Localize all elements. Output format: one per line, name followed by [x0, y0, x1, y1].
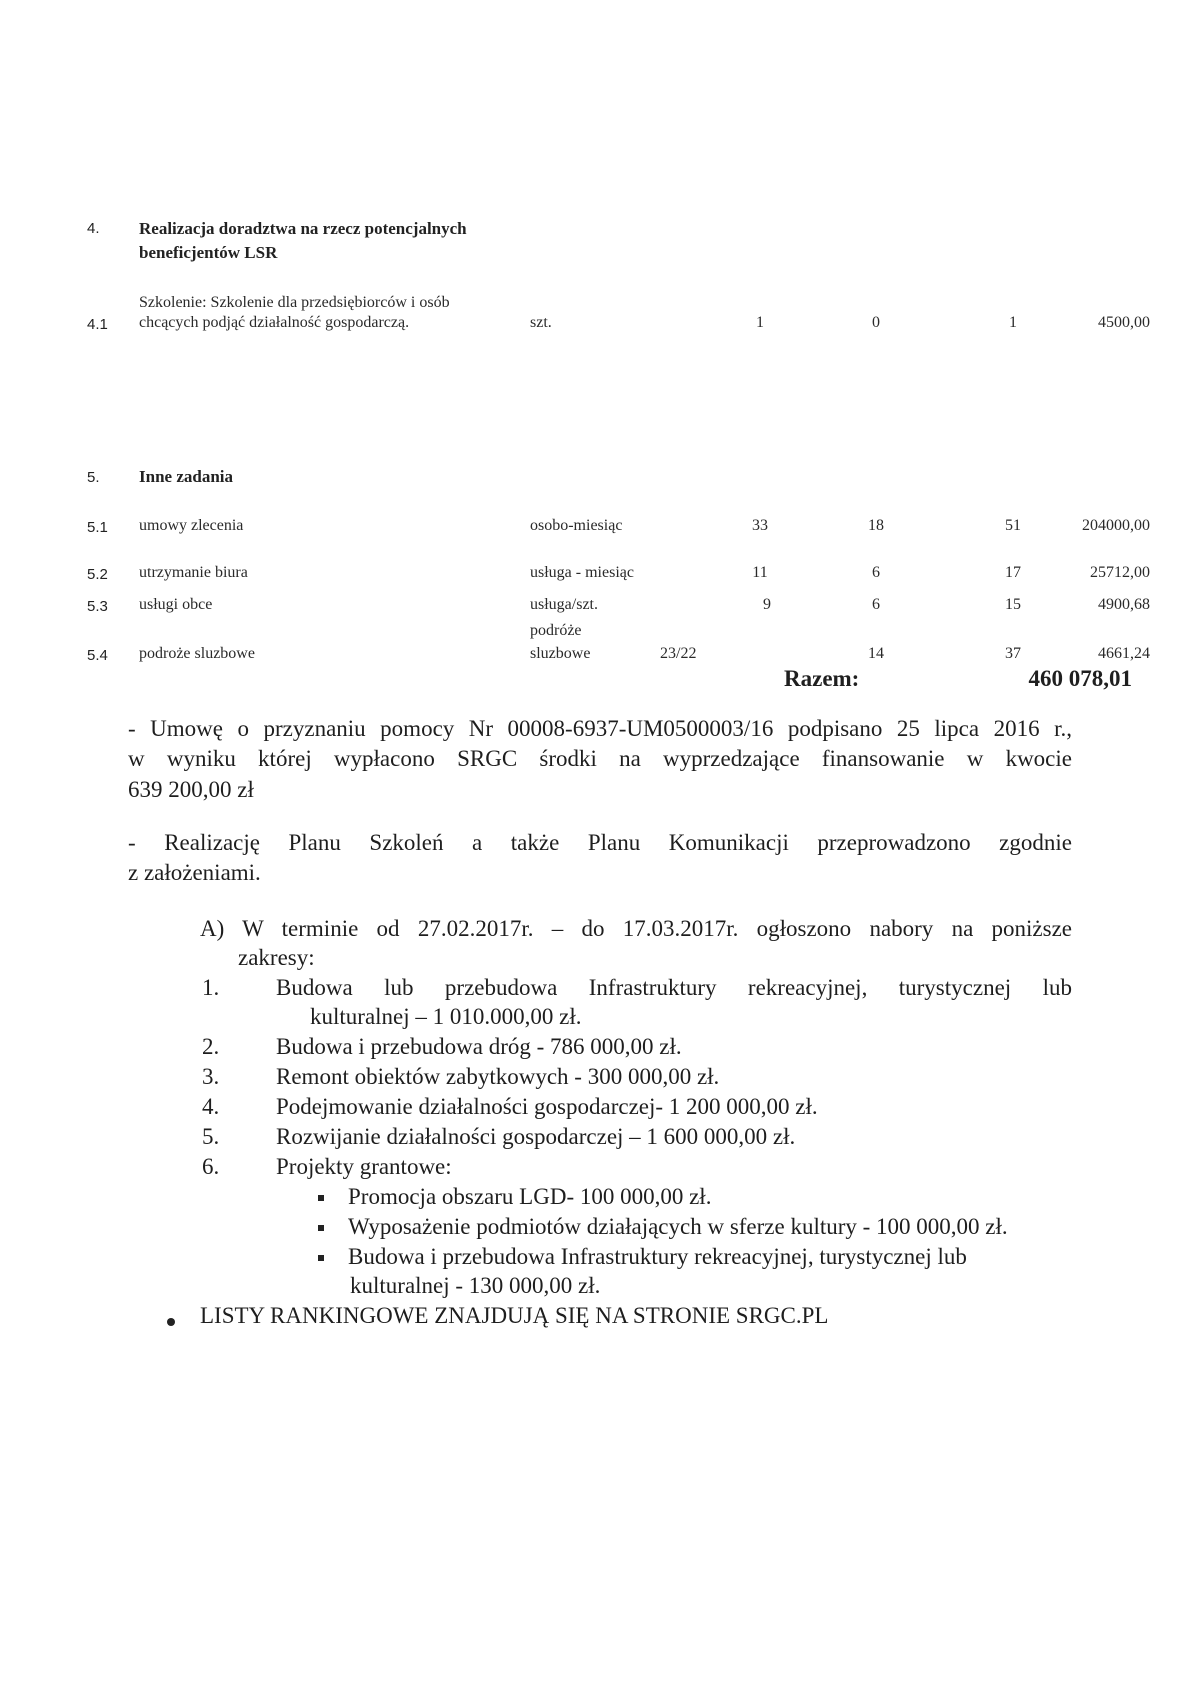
section-5-number: 5. — [87, 469, 100, 486]
list-item-4-number: 4. — [202, 1094, 220, 1119]
list-item-2-text: Budowa i przebudowa dróg - 786 000,00 zł. — [276, 1034, 682, 1059]
round-bullet-icon — [167, 1318, 175, 1326]
row-4-1-col1: 1 — [756, 314, 764, 331]
total-label: Razem: — [784, 666, 860, 691]
row-5-3-col3: 15 — [1005, 596, 1021, 613]
paragraph-1-line1: - Umowę o przyznaniu pomocy Nr 00008-6937-UM0500003/16 podpisano 25 lipca 2016 r., — [128, 716, 1072, 741]
row-4-1-name-line1: Szkolenie: Szkolenie dla przedsiębiorców i osób — [139, 294, 450, 311]
section-a-intro-line2: zakresy: — [238, 945, 315, 970]
row-5-3-col1: 9 — [763, 596, 771, 613]
grant-item-2-text: Wyposażenie podmiotów działających w sferze kultury - 100 000,00 zł. — [348, 1214, 1008, 1239]
row-5-2-unit: usługa - miesiąc — [530, 564, 634, 581]
section-5-title: Inne zadania — [139, 467, 233, 486]
list-item-1-number: 1. — [202, 975, 220, 1000]
grant-item-3-line1: Budowa i przebudowa Infrastruktury rekreacyjnej, turystycznej lub — [348, 1244, 967, 1269]
row-5-2-col2: 6 — [872, 564, 880, 581]
row-5-3-col2: 6 — [872, 596, 880, 613]
row-5-1-col1: 33 — [752, 517, 768, 534]
section-4-title-line2: beneficjentów LSR — [139, 243, 278, 262]
grant-item-1-text: Promocja obszaru LGD- 100 000,00 zł. — [348, 1184, 712, 1209]
row-5-2-amount: 25712,00 — [1090, 564, 1150, 581]
row-5-4-col1: 23/22 — [660, 645, 697, 662]
row-5-4-unit-line2: sluzbowe — [530, 645, 591, 662]
row-4-1-number: 4.1 — [87, 316, 108, 333]
row-5-2-number: 5.2 — [87, 566, 108, 583]
row-5-2-col3: 17 — [1005, 564, 1021, 581]
row-4-1-name-line2: chcących podjąć działalność gospodarczą. — [139, 314, 410, 331]
list-item-6-number: 6. — [202, 1154, 220, 1179]
row-5-2-col1: 11 — [752, 564, 768, 581]
list-item-4-text: Podejmowanie działalności gospodarczej- 1 200 000,00 zł. — [276, 1094, 818, 1119]
row-5-4-col2: 14 — [868, 645, 884, 662]
row-5-3-number: 5.3 — [87, 598, 108, 615]
row-5-4-col3: 37 — [1005, 645, 1021, 662]
row-5-4-unit-line1: podróże — [530, 622, 582, 639]
row-5-3-unit: usługa/szt. — [530, 596, 598, 613]
paragraph-1-line2: w wyniku której wypłacono SRGC środki na wyprzedzające finansowanie w kwocie — [128, 746, 1072, 771]
row-4-1-unit: szt. — [530, 314, 552, 331]
row-5-3-name: usługi obce — [139, 596, 213, 613]
list-item-6-text: Projekty grantowe: — [276, 1154, 452, 1179]
row-5-1-number: 5.1 — [87, 519, 108, 536]
section-4-number: 4. — [87, 220, 100, 237]
paragraph-2-line2: z założeniami. — [128, 860, 261, 885]
row-5-1-col2: 18 — [868, 517, 884, 534]
ranking-note: LISTY RANKINGOWE ZNAJDUJĄ SIĘ NA STRONIE SRGC.PL — [200, 1303, 829, 1328]
square-bullet-icon — [318, 1195, 324, 1201]
row-5-1-unit: osobo-miesiąc — [530, 517, 623, 534]
list-item-2-number: 2. — [202, 1034, 220, 1059]
list-item-3-text: Remont obiektów zabytkowych - 300 000,00 zł. — [276, 1064, 720, 1089]
row-5-1-name: umowy zlecenia — [139, 517, 244, 534]
list-item-1-line1: Budowa lub przebudowa Infrastruktury rekreacyjnej, turystycznej lub — [276, 975, 1072, 1000]
list-item-3-number: 3. — [202, 1064, 220, 1089]
row-5-1-amount: 204000,00 — [1082, 517, 1150, 534]
row-5-3-amount: 4900,68 — [1098, 596, 1150, 613]
row-5-1-col3: 51 — [1005, 517, 1021, 534]
section-4-title-line1: Realizacja doradztwa na rzecz potencjalnych — [139, 219, 467, 238]
list-item-5-text: Rozwijanie działalności gospodarczej – 1 600 000,00 zł. — [276, 1124, 796, 1149]
paragraph-1-line3: 639 200,00 zł — [128, 777, 254, 802]
row-4-1-col2: 0 — [872, 314, 880, 331]
row-4-1-col3: 1 — [1009, 314, 1017, 331]
square-bullet-icon — [318, 1225, 324, 1231]
row-5-4-amount: 4661,24 — [1098, 645, 1150, 662]
square-bullet-icon — [318, 1255, 324, 1261]
row-5-4-number: 5.4 — [87, 647, 108, 664]
total-value: 460 078,01 — [1028, 666, 1132, 691]
row-5-2-name: utrzymanie biura — [139, 564, 248, 581]
list-item-1-line2: kulturalnej – 1 010.000,00 zł. — [310, 1004, 582, 1029]
row-5-4-name: podroże sluzbowe — [139, 645, 255, 662]
grant-item-3-line2: kulturalnej - 130 000,00 zł. — [350, 1273, 601, 1298]
row-4-1-amount: 4500,00 — [1098, 314, 1150, 331]
section-a-intro-line1: A) W terminie od 27.02.2017r. – do 17.03.2017r. ogłoszono nabory na poniższe — [200, 916, 1072, 941]
paragraph-2-line1: - Realizację Planu Szkoleń a także Planu Komunikacji przeprowadzono zgodnie — [128, 830, 1072, 855]
list-item-5-number: 5. — [202, 1124, 220, 1149]
